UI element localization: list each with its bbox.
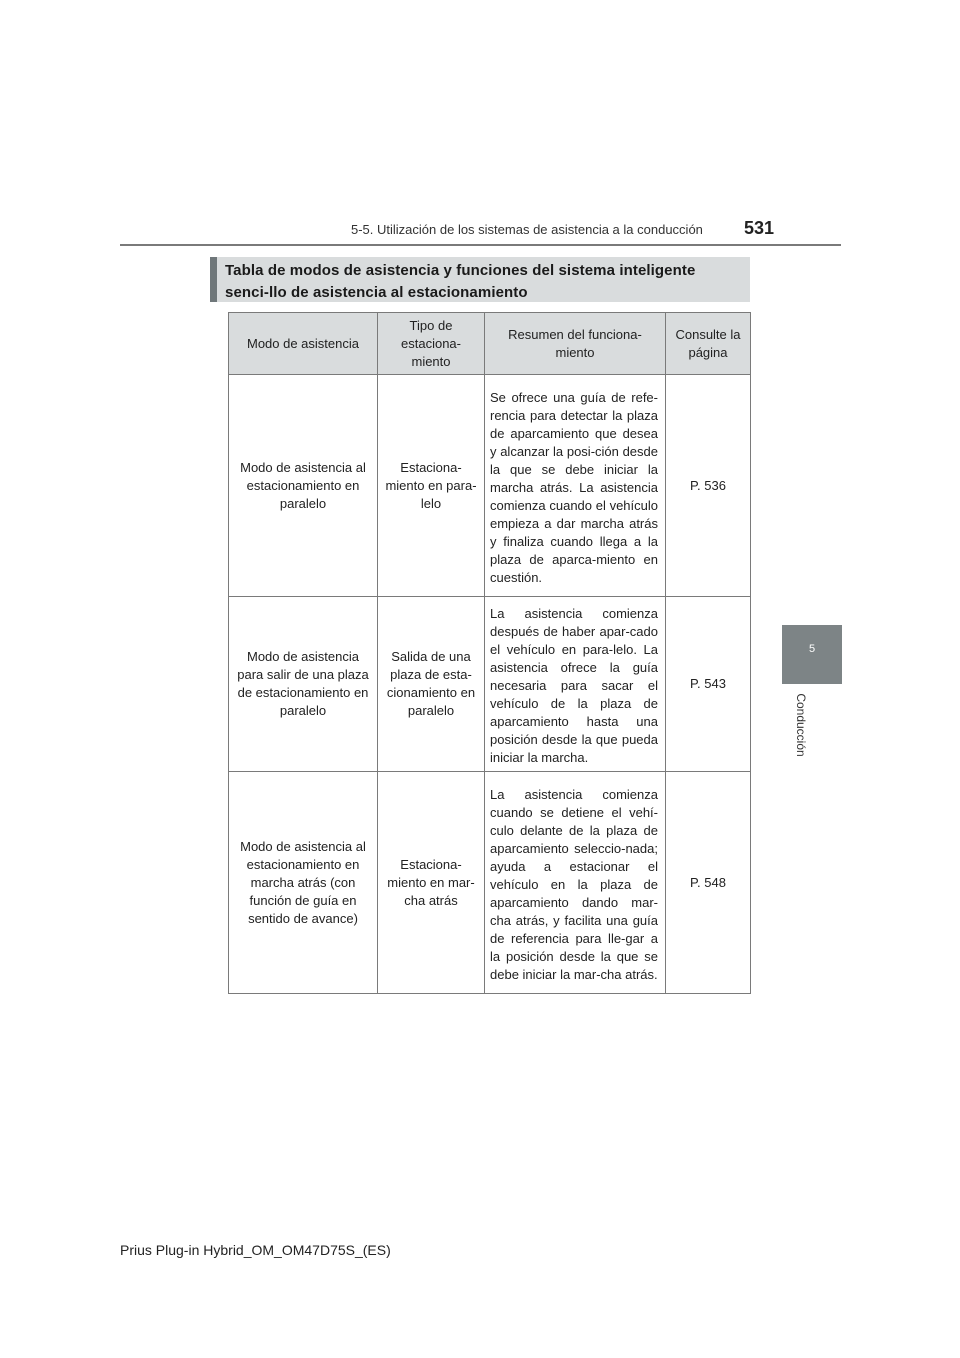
cell-page-ref: P. 548 <box>666 772 751 994</box>
cell-summary: La asistencia comienza después de haber apar-cado el vehículo en para-lelo. La asistencia ofrece la guía necesaria para sacar el vehículo de la plaza de aparcamiento hasta una posición desde la que pueda iniciar la marcha. <box>485 597 666 772</box>
table-row <box>229 597 751 772</box>
cell-parking-type: Salida de una plaza de esta-cionamiento en paralelo <box>378 597 485 772</box>
chapter-tab-label <box>794 690 808 770</box>
chapter-tab-number: 5 <box>808 643 816 655</box>
table-header-row <box>229 313 751 375</box>
column-header-page: Consulte la página <box>666 313 751 375</box>
page-number: 531 <box>744 218 775 238</box>
assistance-modes-table <box>228 312 751 994</box>
column-header-mode: Modo de asistencia <box>229 313 378 375</box>
header-divider <box>120 244 841 246</box>
cell-summary: Se ofrece una guía de refe-rencia para detectar la plaza de aparcamiento que desea y alcanzar la posi-ción desde la que se debe iniciar la marcha atrás. La asistencia comienza cuando el vehículo empieza a dar marcha atrás y finaliza cuando llega a la plaza de aparca-miento en cuestión. <box>485 375 666 597</box>
cell-parking-type: Estaciona-miento en mar-cha atrás <box>378 772 485 994</box>
document-footer: Prius Plug-in Hybrid_OM_OM47D75S_(ES) <box>120 1242 391 1258</box>
running-header-section: 5-5. Utilización de los sistemas de asistencia a la conducción <box>351 222 703 237</box>
table-row <box>229 375 751 597</box>
section-title: Tabla de modos de asistencia y funciones del sistema inteligente senci-llo de asistencia al estacionamiento <box>225 262 696 301</box>
cell-mode: Modo de asistencia al estacionamiento en marcha atrás (con función de guía en sentido de avance) <box>229 772 378 994</box>
cell-summary: La asistencia comienza cuando se detiene el vehí-culo delante de la plaza de aparcamiento seleccio-nada; ayuda a estacionar el vehículo en la plaza de aparcamiento dando mar-cha atrás, y facilita una guía de referencia para lle-gar a la posición desde la que se debe iniciar la mar-cha atrás. <box>485 772 666 994</box>
cell-mode: Modo de asistencia para salir de una plaza de estacionamiento en paralelo <box>229 597 378 772</box>
chapter-tab <box>782 625 842 684</box>
cell-mode: Modo de asistencia al estacionamiento en paralelo <box>229 375 378 597</box>
section-title-box <box>210 257 750 302</box>
cell-parking-type: Estaciona-miento en para-lelo <box>378 375 485 597</box>
table-row <box>229 772 751 994</box>
column-header-summary: Resumen del funciona-miento <box>485 313 666 375</box>
column-header-parking-type: Tipo de estaciona-miento <box>378 313 485 375</box>
cell-page-ref: P. 536 <box>666 375 751 597</box>
chapter-tab-label-text: Conducción <box>794 693 808 757</box>
cell-page-ref: P. 543 <box>666 597 751 772</box>
